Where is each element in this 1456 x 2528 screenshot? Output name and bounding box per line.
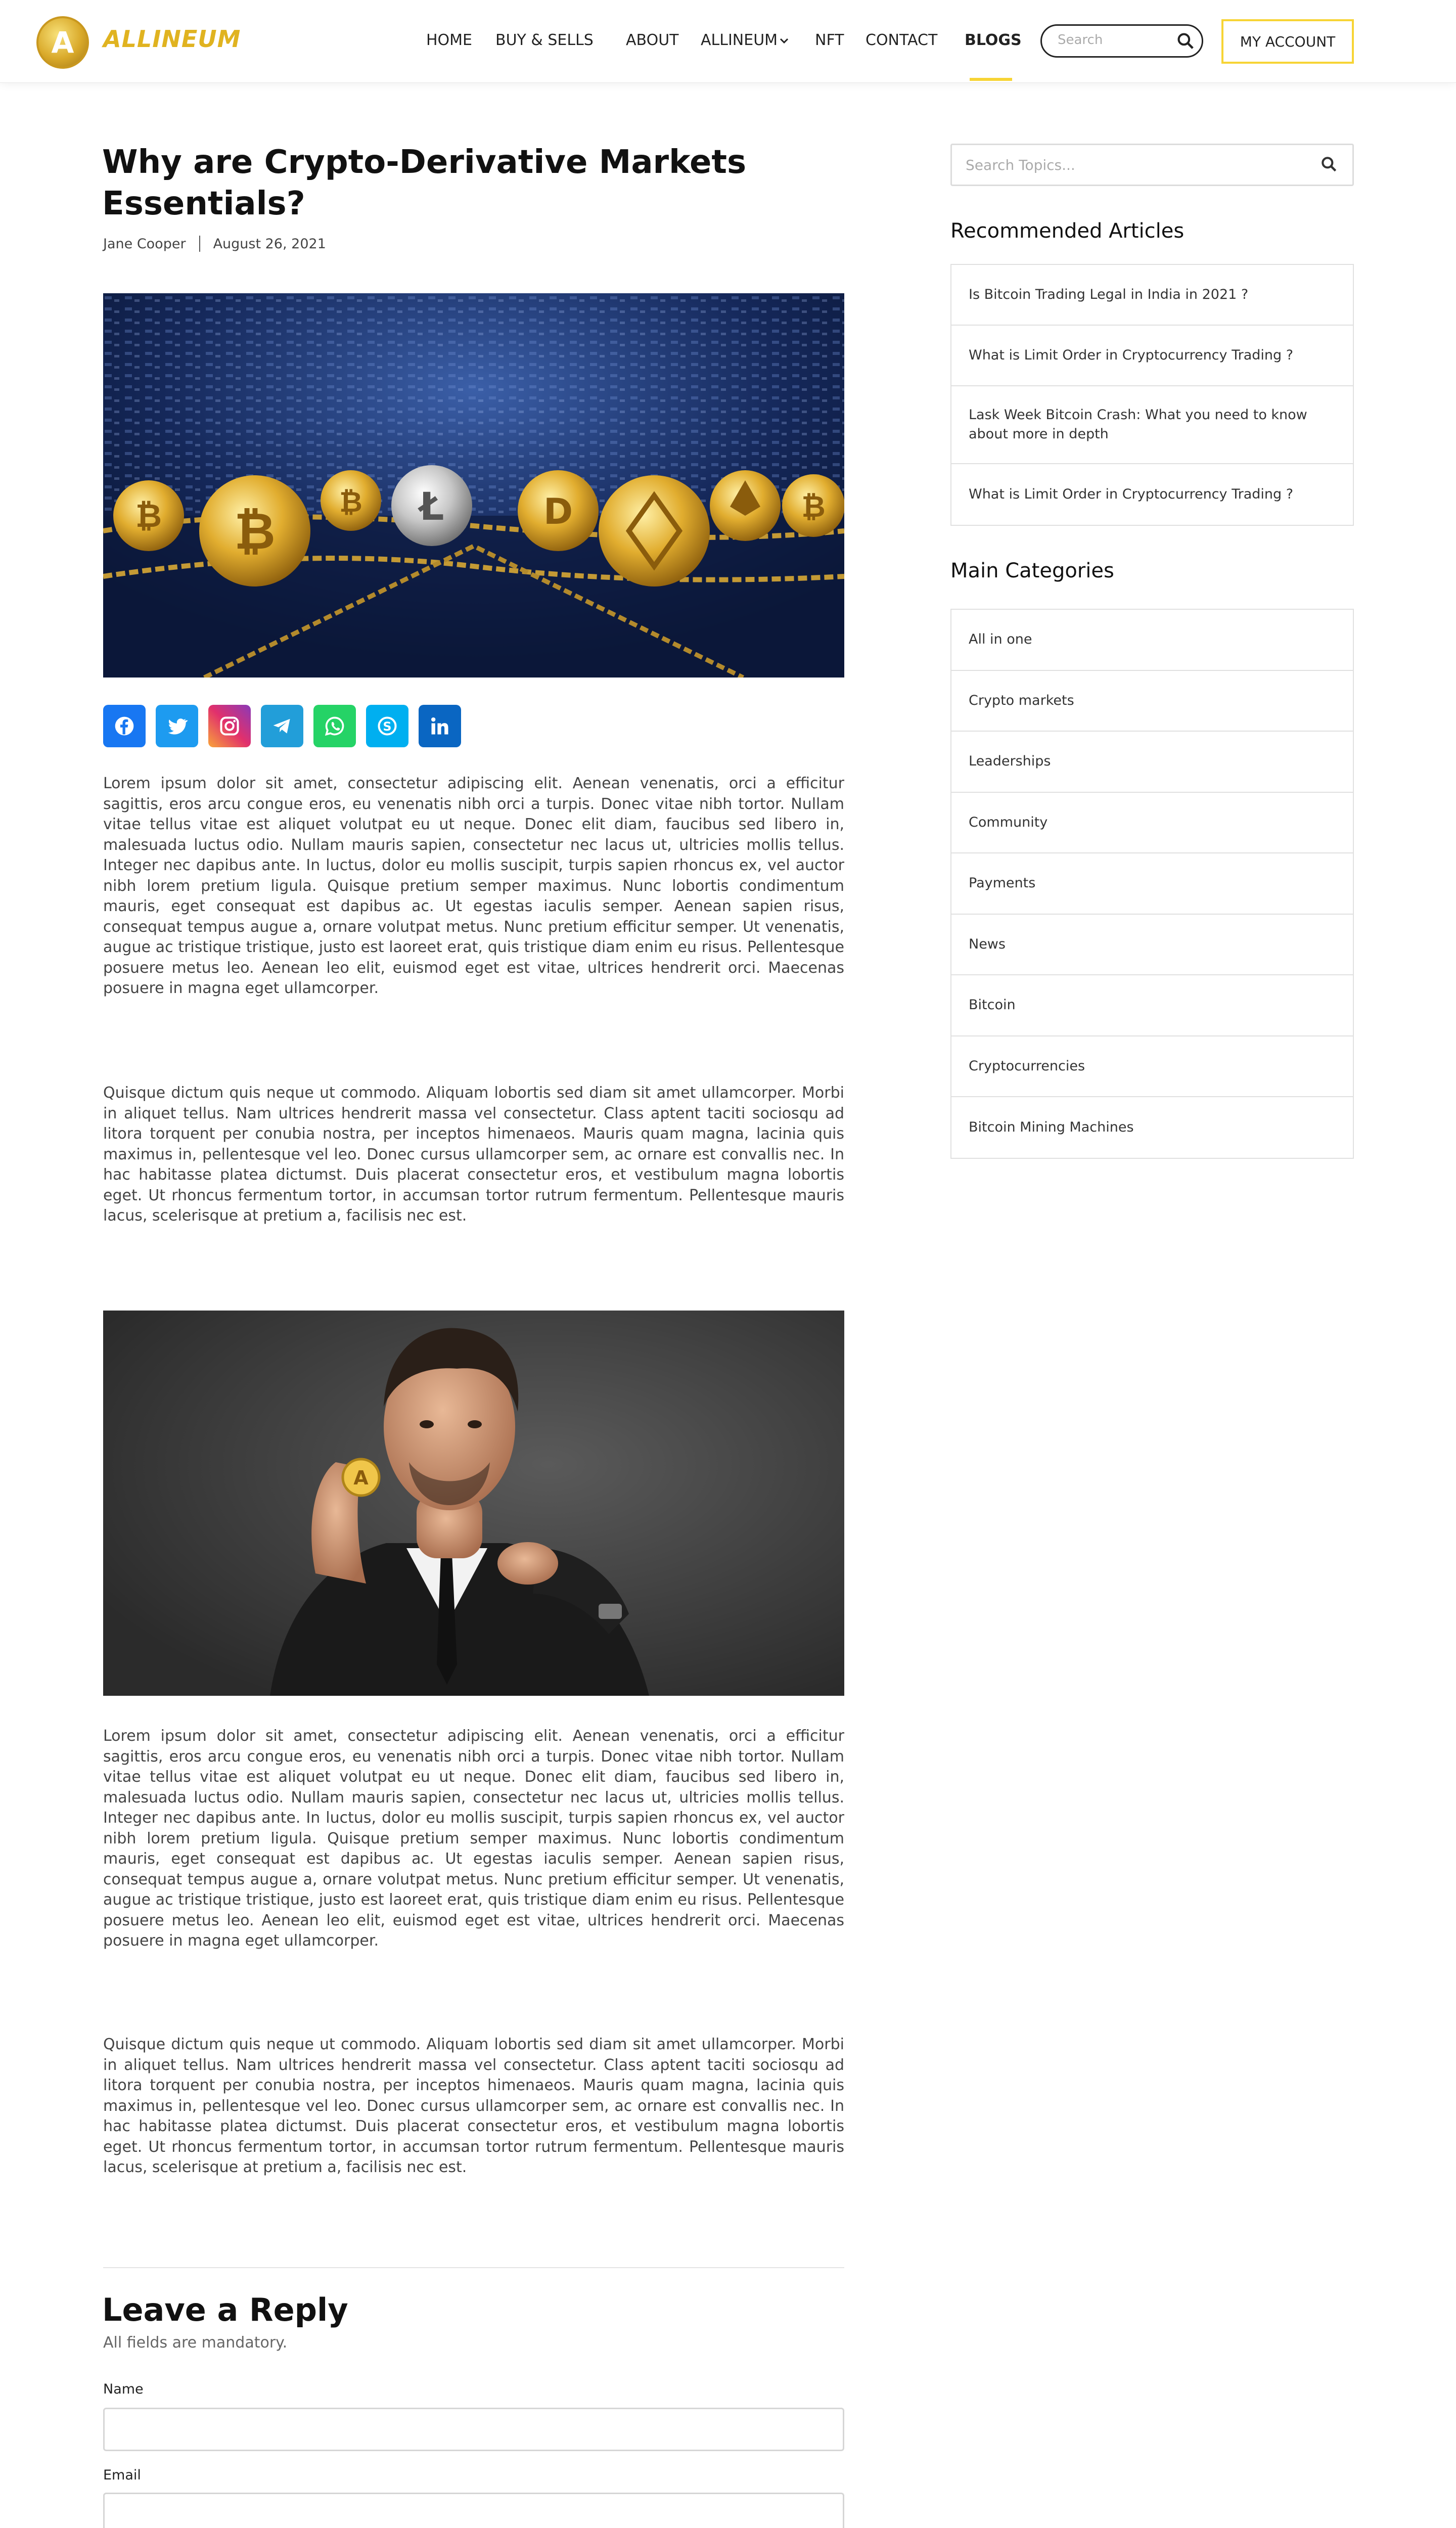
- my-account-button[interactable]: MY ACCOUNT: [1221, 19, 1354, 64]
- email-field[interactable]: [103, 2493, 844, 2528]
- recommended-articles-title: Recommended Articles: [950, 219, 1185, 243]
- brand-logo-icon[interactable]: [36, 16, 89, 69]
- svg-text:₿: ₿: [135, 498, 162, 535]
- search-icon[interactable]: [1176, 31, 1195, 51]
- article-paragraph-2: Quisque dictum quis neque ut commodo. Aliquam lobortis sed diam sit amet ullamcorper. Morbi in aliquet tellus. Nam ultrices hendrerit massa vel consectetur. Class aptent taciti sociosqu ad litora torquent per conubia nostra, per inceptos himenaeos. Mauris quam magna, lacinia quis maximus in, pellentesque vel leo. Donec cursus ullamcorper sem, ac ornare est convallis nec. In hac habitasse platea dictumst. Duis placerat consectetur eros, et vestibulum magna lobortis eget. Ut rhoncus fermentum tortor, in accumsan tortor rutrum fermentum. Pellentesque mauris lacus, scelerisque at pretium a, facilisis nec est.: [103, 1084, 844, 1225]
- nav-buy-sells[interactable]: BUY & SELLS: [495, 31, 594, 49]
- telegram-icon[interactable]: [261, 705, 303, 747]
- skype-icon[interactable]: [366, 705, 408, 747]
- article-paragraph-3: Lorem ipsum dolor sit amet, consectetur adipiscing elit. Aenean venenatis, orci a efficitur sagittis, eros arcu congue eros, eu venenatis nibh orci a turpis. Donec vitae nibh tortor. Nullam vitae tellus vitae est aliquet volutpat eu ut neque. Donec elit diam, faucibus sed libero in, malesuada luctus odio. Nullam mauris sapien, consectetur nec lacus ut, ultricies mollis tellus. Integer nec dapibus ante. In luctus, dolor eu mollis suscipit, turpis sapien rhoncus ex, vel auctor nibh lorem pretium ligula. Quisque pretium semper maximus. Nunc lobortis condimentum mauris, eget consequat est dapibus ac. Ut egestas iaculis semper. Aenean sapien risus, consequat tempus augue a, ornare volutpat metus. Nunc pretium efficitur semper. Ut venenatis, augue ac tristique tristique, justo est laoreet erat, quis tristique diam enim eu risus. Pellentesque posuere metus leo. Aenean leo elit, euismod eget est vitae, ultrices hendrerit orci. Maecenas posuere in magna eget ullamcorper.: [103, 1727, 844, 1950]
- recommended-article[interactable]: What is Limit Order in Cryptocurrency Trading ?: [951, 326, 1353, 386]
- category-item[interactable]: Community: [951, 793, 1353, 854]
- category-item[interactable]: Bitcoin Mining Machines: [969, 1119, 1134, 1136]
- name-field[interactable]: [103, 2408, 844, 2451]
- recommended-article[interactable]: Is Bitcoin Trading Legal in India in 2021 ?: [951, 265, 1353, 326]
- category-item[interactable]: Leaderships: [951, 732, 1353, 793]
- brand-name[interactable]: ALLINEUM: [103, 25, 241, 53]
- main-categories-list: [950, 609, 1354, 1159]
- search-icon[interactable]: [1320, 155, 1339, 174]
- twitter-icon[interactable]: [156, 705, 198, 747]
- category-item[interactable]: Cryptocurrencies: [951, 1036, 1353, 1098]
- share-buttons: [103, 705, 461, 747]
- reply-divider: [103, 2267, 844, 2268]
- linkedin-icon[interactable]: [419, 705, 461, 747]
- category-item[interactable]: News: [951, 915, 1353, 976]
- article-hero-image: [103, 293, 844, 678]
- nav-allineum[interactable]: ALLINEUM: [701, 31, 778, 49]
- chevron-down-icon[interactable]: [779, 35, 790, 47]
- category-item[interactable]: Payments: [951, 853, 1353, 915]
- article-image-man-with-coin: [103, 1311, 844, 1696]
- article-author[interactable]: Jane Cooper: [103, 236, 186, 252]
- email-label: Email: [103, 2467, 141, 2483]
- svg-text:₿: ₿: [339, 486, 362, 519]
- whatsapp-icon[interactable]: [313, 705, 356, 747]
- active-nav-indicator: [970, 78, 1012, 81]
- recommended-article[interactable]: What is Limit Order in Cryptocurrency Trading ?: [969, 486, 1294, 502]
- article-title: Why are Crypto-Derivative Markets Essentials?: [102, 144, 747, 222]
- svg-text:₿: ₿: [234, 502, 276, 561]
- category-item[interactable]: Bitcoin: [951, 975, 1353, 1036]
- svg-text:Ł: Ł: [419, 484, 444, 529]
- name-label: Name: [103, 2381, 144, 2397]
- meta-divider: [199, 236, 200, 252]
- nav-blogs[interactable]: BLOGS: [965, 31, 1022, 49]
- article-paragraph-4: Quisque dictum quis neque ut commodo. Aliquam lobortis sed diam sit amet ullamcorper. Morbi in aliquet tellus. Nam ultrices hendrerit massa vel consectetur. Class aptent taciti sociosqu ad litora torquent per conubia nostra, per inceptos himenaeos. Mauris quam magna, lacinia quis maximus in, pellentesque vel leo. Donec cursus ullamcorper sem, ac ornare est convallis nec. In hac habitasse platea dictumst. Duis placerat consectetur eros, et vestibulum magna lobortis eget. Ut rhoncus fermentum tortor, in accumsan tortor rutrum fermentum. Pellentesque mauris lacus, scelerisque at pretium a, facilisis nec est.: [103, 2036, 844, 2176]
- reply-title: Leave a Reply: [102, 2291, 348, 2328]
- nav-contact[interactable]: CONTACT: [866, 31, 938, 49]
- main-categories-title: Main Categories: [950, 559, 1114, 582]
- svg-text:₿: ₿: [801, 489, 826, 524]
- nav-nft[interactable]: NFT: [815, 31, 844, 49]
- recommended-article[interactable]: Lask Week Bitcoin Crash: What you need to know about more in depth: [951, 386, 1353, 464]
- logo-letter: A: [51, 25, 74, 60]
- header-search-placeholder: Search: [1058, 32, 1103, 48]
- article-paragraph-1: Lorem ipsum dolor sit amet, consectetur adipiscing elit. Aenean venenatis, orci a efficitur sagittis, eros arcu congue eros, eu venenatis nibh orci a turpis. Donec vitae nibh tortor. Nullam vitae tellus vitae est aliquet volutpat eu ut neque. Donec elit diam, faucibus sed libero in, malesuada luctus odio. Nullam mauris sapien, consectetur nec lacus ut, ultricies mollis tellus. Integer nec dapibus ante. In luctus, dolor eu mollis suscipit, turpis sapien rhoncus ex, vel auctor nibh lorem pretium ligula. Quisque pretium semper maximus. Nunc lobortis condimentum mauris, eget consequat est dapibus ac. Ut egestas iaculis semper. Aenean sapien risus, consequat tempus augue a, ornare volutpat metus. Nunc pretium efficitur semper. Ut venenatis, augue ac tristique tristique, justo est laoreet erat, quis tristique diam enim eu risus. Pellentesque posuere metus leo. Aenean leo elit, euismod eget est vitae, ultrices hendrerit orci. Maecenas posuere in magna eget ullamcorper.: [103, 775, 844, 997]
- category-item[interactable]: Crypto markets: [951, 671, 1353, 732]
- nav-home[interactable]: HOME: [426, 31, 473, 49]
- article-date: August 26, 2021: [213, 236, 326, 252]
- sidebar-search-placeholder: Search Topics...: [966, 157, 1075, 173]
- article-meta: [103, 236, 326, 252]
- svg-text:D: D: [543, 491, 573, 532]
- recommended-articles-list: [950, 264, 1354, 526]
- instagram-icon[interactable]: [208, 705, 251, 747]
- svg-text:S: S: [383, 719, 392, 734]
- category-item[interactable]: All in one: [951, 610, 1353, 671]
- facebook-icon[interactable]: [103, 705, 146, 747]
- svg-text:A: A: [353, 1467, 369, 1489]
- reply-subtitle: All fields are mandatory.: [103, 2334, 288, 2352]
- nav-about[interactable]: ABOUT: [626, 31, 679, 49]
